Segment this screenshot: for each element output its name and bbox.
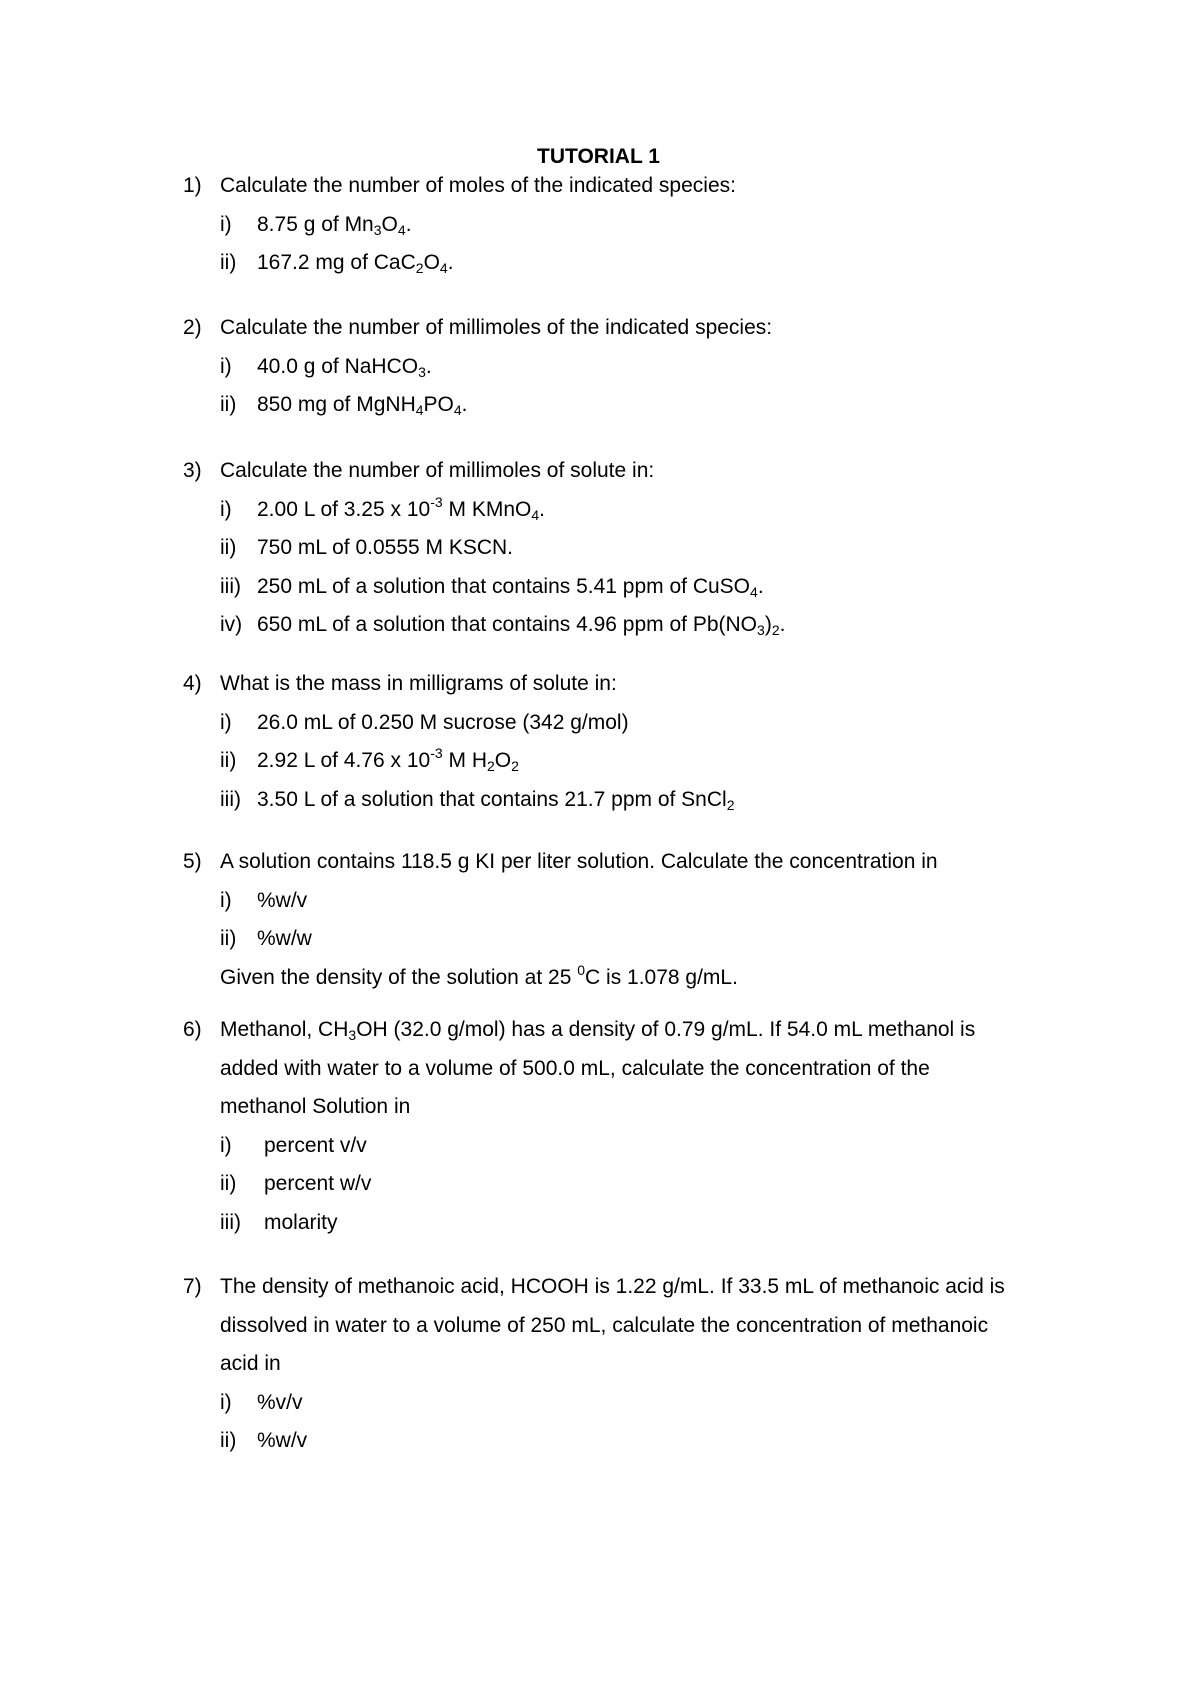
question-7 xyxy=(183,1268,1005,1461)
sub-question xyxy=(183,1384,1005,1423)
question-number: 1) xyxy=(183,174,202,197)
sub-question-text: 650 mL of a solution that contains 4.96 ppm of $Pb(NO_3)_2$. xyxy=(257,613,786,638)
question-5 xyxy=(183,843,938,997)
sub-question-number: ii) xyxy=(220,749,237,772)
sub-question-number: ii) xyxy=(220,1429,237,1452)
question-line xyxy=(183,1011,975,1050)
question-line xyxy=(183,309,772,348)
sub-question-text: %w/v xyxy=(257,1429,308,1452)
question-number: 3) xyxy=(183,459,202,482)
sub-question-number: ii) xyxy=(220,536,237,559)
question-number: 6) xyxy=(183,1018,202,1041)
sub-question-number: i) xyxy=(220,212,232,236)
sub-question xyxy=(183,920,938,959)
question-text: Methanol, $CH_3OH$ (32.0 g/mol) has a density of 0.79 g/mL. If 54.0 mL methanol is xyxy=(220,1018,976,1043)
question-number: 4) xyxy=(183,672,202,695)
question-text: What is the mass in milligrams of solute in: xyxy=(220,672,617,695)
sub-question xyxy=(183,206,736,245)
sub-question-text: 8.75 g of $Mn_3O_4$. xyxy=(257,212,412,238)
question-line xyxy=(183,1268,1005,1307)
sub-question-text: molarity xyxy=(264,1210,338,1234)
question-3 xyxy=(183,452,785,645)
sub-question xyxy=(183,1204,975,1243)
sub-question-text: 750 mL of 0.0555 M KSCN. xyxy=(257,536,514,559)
sub-question-text: %w/w xyxy=(257,927,312,950)
question-text-continued: acid in xyxy=(220,1352,281,1375)
question-text: Calculate the number of millimoles of solute in: xyxy=(220,459,655,482)
sub-question-number: ii) xyxy=(220,393,237,416)
sub-question xyxy=(183,606,785,645)
sub-question-number: ii) xyxy=(220,927,237,950)
sub-question xyxy=(183,742,735,781)
sub-question xyxy=(183,386,772,425)
sub-question xyxy=(183,568,785,607)
sub-question-number: ii) xyxy=(220,1172,237,1195)
question-number: 5) xyxy=(183,850,202,873)
question-text: Calculate the number of moles of the indicated species: xyxy=(220,174,736,197)
sub-question xyxy=(183,1422,1005,1461)
sub-question-text: 3.50 L of a solution that contains 21.7 ppm of SnCl$_2$ xyxy=(257,787,735,813)
sub-question-number: i) xyxy=(220,354,232,378)
sub-question-number: iii) xyxy=(220,574,241,598)
question-6 xyxy=(183,1011,975,1242)
question-line xyxy=(183,665,735,704)
sub-question xyxy=(183,529,785,568)
sub-question-text: 40.0 g of NaHCO$_3$. xyxy=(257,354,432,380)
sub-question-text: 2.92 L of 4.76 x $10^{-3}$ M $H_2O_2$ xyxy=(257,745,519,774)
sub-question-number: iii) xyxy=(220,787,241,811)
question-4 xyxy=(183,665,735,819)
question-text: The density of methanoic acid, HCOOH is 1.22 g/mL. If 33.5 mL of methanoic acid is xyxy=(220,1275,1005,1298)
sub-question xyxy=(183,244,736,283)
sub-question-number: i) xyxy=(220,1390,232,1414)
sub-question-number: iv) xyxy=(220,613,243,636)
sub-question-text: percent v/v xyxy=(264,1133,367,1157)
question-number: 2) xyxy=(183,316,202,339)
question-text-continued: methanol Solution in xyxy=(220,1095,411,1118)
sub-question-text: 167.2 mg of $CaC_2O_4$. xyxy=(257,251,454,276)
sub-question-number: i) xyxy=(220,497,232,521)
sub-question-number: i) xyxy=(220,710,232,734)
sub-question-text: 26.0 mL of 0.250 M sucrose (342 g/mol) xyxy=(257,710,629,734)
question-text-continued: dissolved in water to a volume of 250 mL, calculate the concentration of methanoic xyxy=(220,1313,989,1337)
sub-question xyxy=(183,781,735,820)
question-1 xyxy=(183,167,736,283)
question-line xyxy=(183,843,938,882)
sub-question-text: 850 mg of $MgNH_4PO_4$. xyxy=(257,393,468,418)
sub-question xyxy=(183,1127,975,1166)
question-note: Given the density of the solution at 25 $^0$C is 1.078 g/mL. xyxy=(220,961,738,989)
sub-question-number: i) xyxy=(220,1133,232,1157)
sub-question xyxy=(183,1165,975,1204)
question-line xyxy=(183,452,785,491)
sub-question xyxy=(183,491,785,530)
question-text: Calculate the number of millimoles of the indicated species: xyxy=(220,316,773,339)
sub-question-number: ii) xyxy=(220,251,237,274)
sub-question-text: percent w/v xyxy=(264,1172,372,1195)
sub-question-text: %v/v xyxy=(257,1390,303,1414)
question-line xyxy=(183,167,736,206)
sub-question-text: 250 mL of a solution that contains 5.41 ppm of CuSO$_4$. xyxy=(257,574,764,600)
sub-question xyxy=(183,704,735,743)
question-2 xyxy=(183,309,772,425)
question-text-continued: added with water to a volume of 500.0 mL, calculate the concentration of the xyxy=(220,1056,930,1080)
sub-question-text: 2.00 L of 3.25 x $10^{-3}$ M KMnO$_4$. xyxy=(257,493,545,523)
sub-question xyxy=(183,882,938,921)
sub-question-number: i) xyxy=(220,888,232,912)
question-text: A solution contains 118.5 g KI per liter solution. Calculate the concentration in xyxy=(220,850,938,873)
question-number: 7) xyxy=(183,1275,202,1298)
sub-question xyxy=(183,348,772,387)
sub-question-text: %w/v xyxy=(257,888,308,912)
sub-question-number: iii) xyxy=(220,1210,241,1234)
page-title: TUTORIAL 1 xyxy=(537,145,660,168)
